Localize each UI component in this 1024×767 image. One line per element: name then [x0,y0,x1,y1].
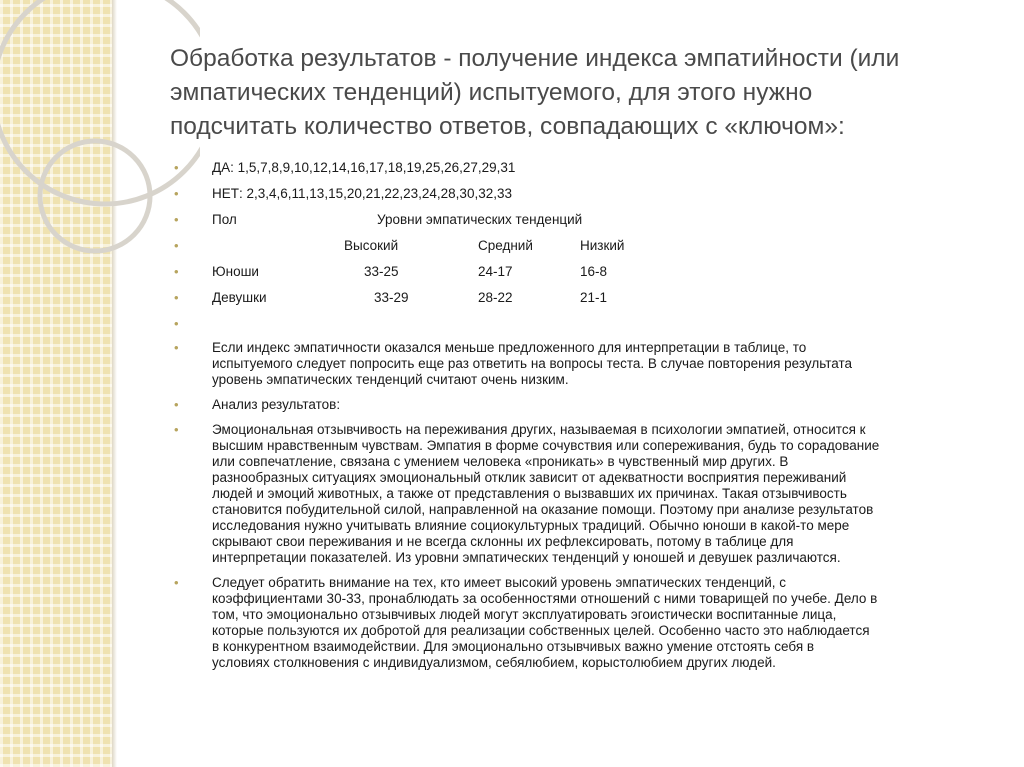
key-yes-item [172,160,1002,186]
paragraph-low-index [172,340,1002,388]
paragraph-line: скрывают свои переживания и не всегда склонны их рефлексировать, потому в таблице для [212,534,794,549]
paragraph-line: уровень эмпатических тенденций считают очень низким. [212,372,569,387]
paragraph-analysis-heading [172,397,1002,413]
paragraph-line: или совпечатление, связана с умением человека «проникать» в чувственный мир других. В [212,454,789,469]
table-levels-row [172,238,1002,264]
bullet-icon: • [174,238,179,253]
key-yes: ДА: 1,5,7,8,9,10,12,14,16,17,18,19,25,26,27,29,31 [212,160,516,175]
title-line: подсчитать количество ответов, совпадающих с «ключом»: [170,113,845,140]
paragraph-line: в конкурентном взаимодействии. Для эмоционально отзывчивых важно умение отстоять себя в [212,639,815,654]
bullet-icon: • [174,316,179,331]
bullet-icon: • [174,264,179,279]
paragraph-line: том, что эмоционально отзывчивых людей могут эксплуатировать эгоистически воспитанные лица, [212,607,837,622]
paragraph-line: людей и эмоций животных, а также от представления о вызвавших их причинах. Такая отзывчивость [212,486,847,501]
table-group-header: Уровни эмпатических тенденций [377,212,583,227]
row-value-high: 33-25 [364,264,399,279]
bullet-icon: • [174,290,179,305]
row-value-low: 16-8 [580,264,608,279]
slide-title [170,42,990,144]
table-row [172,264,1002,290]
paragraph-line: Анализ результатов: [212,397,341,412]
title-line: эмпатических тенденций) испытуемого, для этого нужно [170,79,813,106]
deco-circle-small [40,141,150,251]
paragraph-line: Эмоциональная отзывчивость на переживания других, называемая в психологии эмпатией, относится к [212,422,866,437]
bullet-icon: • [174,422,179,437]
bullet-icon: • [174,397,179,412]
bullet-icon: • [174,340,179,355]
paragraph-line: Следует обратить внимание на тех, кто имеет высокий уровень эмпатических тенденций, с [212,575,787,590]
row-label: Юноши [212,264,259,279]
key-no: НЕТ: 2,3,4,6,11,13,15,20,21,22,23,24,28,30,32,33 [212,186,512,201]
level-low: Низкий [580,238,625,253]
paragraph-line: разнообразных ситуациях эмоциональный отклик зависит от адекватности восприятия переживаний [212,470,847,485]
row-value-medium: 24-17 [478,264,513,279]
row-value-medium: 28-22 [478,290,513,305]
paragraph-high-level [172,575,1002,671]
paragraph-line: Если индекс эмпатичности оказался меньше предложенного для интерпретации в таблице, то [212,340,807,355]
paragraph-empathy [172,422,1002,566]
bullet-icon: • [174,160,179,175]
paragraph-line: условиях столкновения с индивидуализмом, себялюбием, корыстолюбием других людей. [212,655,776,670]
table-header-row [172,212,1002,238]
paragraph-line: коэффициентами 30-33, пронаблюдать за особенностями отношений с ними товарищей по учебе. Дело в [212,591,878,606]
bullet-icon: • [174,212,179,227]
paragraph-line: интерпретации показателей. Из уровни эмпатических тенденций у юношей и девушек различаются. [212,550,841,565]
paragraph-line: испытуемого следует попросить еще раз ответить на вопросы теста. В случае повторения результата [212,356,853,371]
table-row [172,290,1002,316]
paragraph-line: которые пользуются их добротой для реализации собственных целей. Особенно часто это наблюдается [212,623,870,638]
key-no-item [172,186,1002,212]
row-value-high: 33-29 [374,290,409,305]
level-medium: Средний [478,238,533,253]
row-label: Девушки [212,290,267,305]
slide-content [172,160,1002,671]
paragraph-line: становится побудительной силой, направленной на оказание помощи. Поэтому при анализе результатов [212,502,874,517]
row-value-low: 21-1 [580,290,608,305]
paragraph-line: исследования нужно учитывать влияние социокультурных традиций. Обычно юноши в какой-то мере [212,518,850,533]
title-line: Обработка результатов - получение индекса эмпатийности (или [170,45,900,72]
bullet-icon: • [174,186,179,201]
table-col-gender: Пол [212,212,237,227]
paragraph-line: высшим нравственным чувствам. Эмпатия в форме сочувствия или сопереживания, будь то сорадование [212,438,880,453]
empty-bullet-item [172,316,1002,336]
level-high: Высокий [344,238,399,253]
bullet-icon: • [174,575,179,590]
